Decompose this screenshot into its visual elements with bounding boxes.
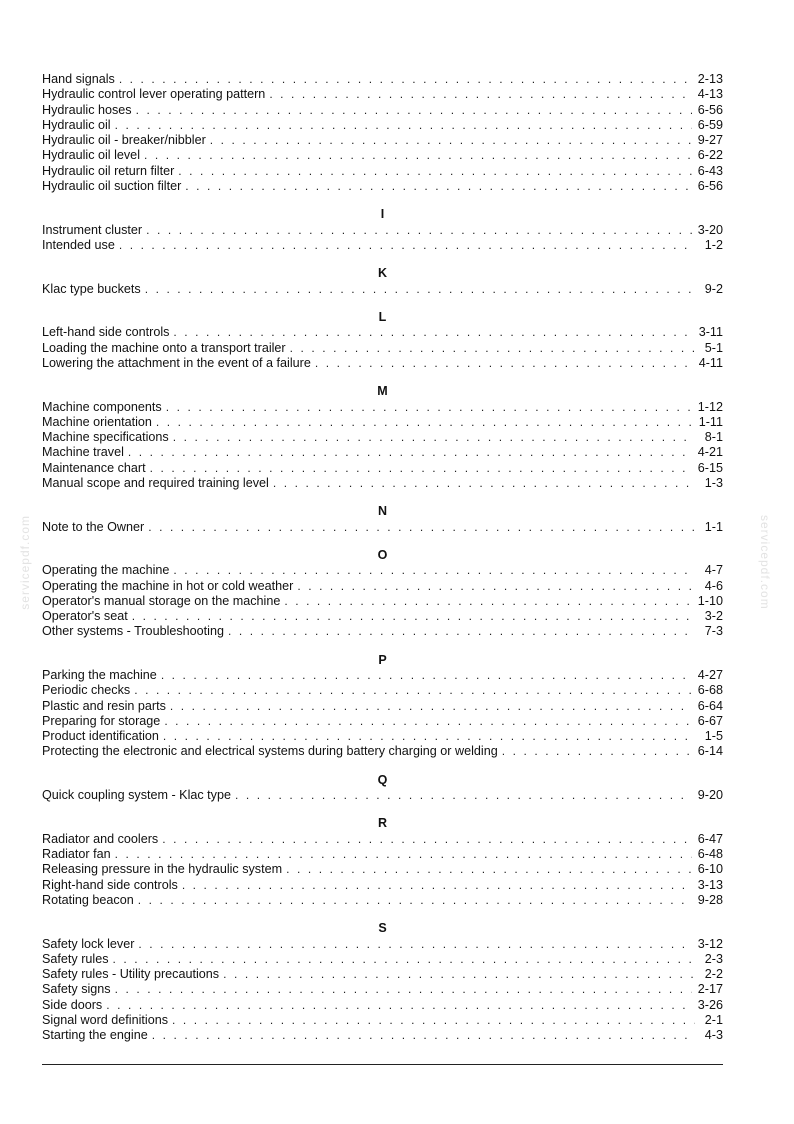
entry-page-number: 1-10 bbox=[697, 593, 723, 608]
entry-page-number: 6-56 bbox=[697, 178, 723, 193]
entry-label: Left-hand side controls bbox=[42, 325, 170, 340]
entry-page-number: 6-48 bbox=[697, 847, 723, 861]
entry-page-number: 7-3 bbox=[704, 624, 723, 639]
index-entry[interactable] bbox=[42, 668, 723, 683]
index-entry[interactable] bbox=[42, 594, 723, 609]
entry-label: Operating the machine bbox=[42, 563, 170, 578]
index-entry[interactable] bbox=[42, 893, 723, 908]
entry-page-number: 8-1 bbox=[704, 430, 723, 444]
index-entry[interactable] bbox=[42, 179, 723, 194]
index-entry[interactable] bbox=[42, 461, 723, 476]
entry-label: Hydraulic oil suction filter bbox=[42, 178, 182, 193]
entry-page-number: 6-47 bbox=[697, 831, 723, 846]
entry-page-number: 2-13 bbox=[697, 72, 723, 86]
entry-page-number: 2-2 bbox=[704, 967, 723, 981]
entry-label: Hydraulic oil level bbox=[42, 148, 140, 163]
entry-label: Safety lock lever bbox=[42, 936, 135, 951]
index-entry[interactable] bbox=[42, 238, 723, 253]
entry-page-number: 3-11 bbox=[698, 325, 723, 340]
index-section bbox=[42, 653, 723, 760]
index-entry[interactable] bbox=[42, 282, 723, 297]
dot-leader bbox=[134, 683, 692, 698]
index-section bbox=[42, 504, 723, 535]
section-letter: L bbox=[378, 309, 387, 324]
dot-leader bbox=[273, 476, 695, 491]
entry-page-number: 1-1 bbox=[704, 519, 723, 534]
entry-page-number: 1-5 bbox=[704, 729, 723, 743]
entry-label: Starting the engine bbox=[42, 1028, 148, 1042]
dot-leader bbox=[161, 668, 692, 683]
dot-leader bbox=[269, 87, 691, 102]
entry-page-number: 6-15 bbox=[697, 460, 723, 475]
dot-leader bbox=[113, 952, 696, 967]
watermark-right: servicepdf.com bbox=[758, 515, 772, 610]
index-entry[interactable] bbox=[42, 415, 723, 430]
dot-leader bbox=[138, 937, 691, 952]
entry-label: Other systems - Troubleshooting bbox=[42, 624, 224, 639]
dot-leader bbox=[170, 699, 692, 714]
index-entry[interactable] bbox=[42, 356, 723, 371]
index-entry[interactable] bbox=[42, 788, 723, 803]
entry-page-number: 2-17 bbox=[697, 982, 723, 997]
entry-label: Operator's seat bbox=[42, 609, 128, 623]
index-entry[interactable] bbox=[42, 133, 723, 148]
index-page bbox=[42, 72, 723, 1043]
entry-page-number: 9-2 bbox=[704, 281, 723, 296]
index-entry[interactable] bbox=[42, 699, 723, 714]
index-entry[interactable] bbox=[42, 164, 723, 179]
footer-rule bbox=[42, 1064, 723, 1065]
index-entry[interactable] bbox=[42, 998, 723, 1013]
entry-page-number: 9-27 bbox=[697, 133, 723, 147]
dot-leader bbox=[164, 714, 691, 729]
dot-leader bbox=[132, 609, 695, 624]
entry-page-number: 4-3 bbox=[704, 1028, 723, 1042]
dot-leader bbox=[115, 982, 692, 997]
index-entry[interactable] bbox=[42, 729, 723, 744]
section-letter: S bbox=[378, 921, 387, 935]
dot-leader bbox=[182, 878, 692, 893]
entry-label: Plastic and resin parts bbox=[42, 698, 166, 713]
index-section bbox=[42, 773, 723, 804]
dot-leader bbox=[162, 832, 692, 847]
index-entry[interactable] bbox=[42, 744, 723, 759]
dot-leader bbox=[173, 325, 692, 340]
section-letter: N bbox=[377, 504, 388, 518]
index-entry[interactable] bbox=[42, 72, 723, 87]
entry-label: Preparing for storage bbox=[42, 713, 161, 728]
entry-label: Right-hand side controls bbox=[42, 877, 178, 892]
section-letter: I bbox=[380, 207, 385, 221]
index-section bbox=[42, 384, 723, 491]
entry-page-number: 6-59 bbox=[697, 117, 723, 132]
section-letter: P bbox=[378, 652, 387, 667]
entry-page-number: 4-6 bbox=[704, 578, 723, 593]
entry-page-number: 6-14 bbox=[697, 744, 723, 759]
index-section bbox=[42, 207, 723, 253]
entry-page-number: 4-21 bbox=[697, 445, 723, 460]
dot-leader bbox=[138, 893, 692, 908]
index-section bbox=[42, 72, 723, 194]
entry-label: Hydraulic oil return filter bbox=[42, 163, 175, 178]
entry-page-number: 3-12 bbox=[697, 936, 723, 951]
entry-label: Hydraulic oil - breaker/nibbler bbox=[42, 133, 206, 147]
dot-leader bbox=[502, 744, 692, 759]
entry-label: Machine specifications bbox=[42, 430, 169, 444]
entry-label: Operator's manual storage on the machine bbox=[42, 593, 281, 608]
index-entry[interactable] bbox=[42, 847, 723, 862]
entry-page-number: 1-12 bbox=[697, 399, 723, 414]
entry-label: Hydraulic hoses bbox=[42, 102, 132, 117]
index-entry[interactable] bbox=[42, 878, 723, 893]
dot-leader bbox=[148, 520, 695, 535]
entry-label: Parking the machine bbox=[42, 668, 157, 682]
dot-leader bbox=[286, 862, 692, 877]
dot-leader bbox=[119, 72, 692, 87]
index-entry[interactable] bbox=[42, 445, 723, 460]
index-entry[interactable] bbox=[42, 683, 723, 698]
section-letter: M bbox=[377, 384, 388, 398]
entry-label: Protecting the electronic and electrical systems during battery charging or welding bbox=[42, 744, 498, 759]
entry-label: Quick coupling system - Klac type bbox=[42, 788, 231, 802]
dot-leader bbox=[185, 179, 691, 194]
dot-leader bbox=[178, 164, 692, 179]
entry-label: Product identification bbox=[42, 729, 159, 743]
entry-label: Hand signals bbox=[42, 72, 115, 86]
entry-label: Klac type buckets bbox=[42, 281, 141, 296]
index-entry[interactable] bbox=[42, 430, 723, 445]
dot-leader bbox=[152, 1028, 695, 1043]
entry-label: Side doors bbox=[42, 997, 103, 1012]
dot-leader bbox=[297, 579, 695, 594]
index-section bbox=[42, 266, 723, 297]
index-entry[interactable] bbox=[42, 103, 723, 118]
index-entry[interactable] bbox=[42, 520, 723, 535]
dot-leader bbox=[145, 282, 695, 297]
entry-page-number: 6-10 bbox=[697, 862, 723, 877]
entry-page-number: 9-20 bbox=[697, 788, 723, 802]
watermark-left: servicepdf.com bbox=[18, 515, 32, 610]
entry-label: Intended use bbox=[42, 237, 115, 252]
entry-page-number: 6-56 bbox=[697, 102, 723, 117]
index-entry[interactable] bbox=[42, 624, 723, 639]
entry-page-number: 3-2 bbox=[704, 609, 723, 623]
index-entry[interactable] bbox=[42, 1028, 723, 1043]
entry-page-number: 6-43 bbox=[697, 163, 723, 178]
dot-leader bbox=[115, 847, 692, 862]
index-entry[interactable] bbox=[42, 563, 723, 578]
dot-leader bbox=[144, 148, 692, 163]
entry-label: Operating the machine in hot or cold weather bbox=[42, 578, 294, 593]
entry-label: Radiator fan bbox=[42, 847, 111, 861]
entry-label: Lowering the attachment in the event of a failure bbox=[42, 355, 311, 370]
index-entry[interactable] bbox=[42, 952, 723, 967]
dot-leader bbox=[173, 430, 695, 445]
entry-label: Releasing pressure in the hydraulic system bbox=[42, 862, 283, 877]
entry-label: Hydraulic control lever operating pattern bbox=[42, 87, 266, 102]
dot-leader bbox=[156, 415, 693, 430]
index-entry[interactable] bbox=[42, 148, 723, 163]
section-letter: O bbox=[377, 547, 388, 562]
entry-label: Rotating beacon bbox=[42, 892, 134, 907]
index-section bbox=[42, 310, 723, 371]
entry-page-number: 1-2 bbox=[704, 237, 723, 252]
entry-page-number: 2-3 bbox=[704, 951, 723, 966]
index-entry[interactable] bbox=[42, 87, 723, 102]
dot-leader bbox=[150, 461, 692, 476]
index-entry[interactable] bbox=[42, 609, 723, 624]
index-entry[interactable] bbox=[42, 862, 723, 877]
entry-page-number: 3-13 bbox=[697, 877, 723, 892]
entry-label: Signal word definitions bbox=[42, 1012, 169, 1027]
entry-page-number: 6-64 bbox=[697, 698, 723, 713]
section-letter: Q bbox=[377, 772, 388, 787]
index-entry[interactable] bbox=[42, 118, 723, 133]
entry-page-number: 3-20 bbox=[697, 222, 723, 237]
index-entry[interactable] bbox=[42, 325, 723, 340]
dot-leader bbox=[128, 445, 692, 460]
dot-leader bbox=[210, 133, 692, 148]
dot-leader bbox=[223, 967, 695, 982]
index-section bbox=[42, 921, 723, 1043]
index-entry[interactable] bbox=[42, 982, 723, 997]
entry-label: Periodic checks bbox=[42, 683, 131, 698]
index-entry[interactable] bbox=[42, 1013, 723, 1028]
entry-label: Radiator and coolers bbox=[42, 831, 159, 846]
entry-label: Manual scope and required training level bbox=[42, 475, 269, 490]
entry-page-number: 4-7 bbox=[704, 563, 723, 578]
dot-leader bbox=[172, 1013, 695, 1028]
index-entry[interactable] bbox=[42, 400, 723, 415]
entry-label: Loading the machine onto a transport trailer bbox=[42, 340, 286, 355]
entry-page-number: 6-22 bbox=[697, 148, 723, 163]
dot-leader bbox=[315, 356, 693, 371]
dot-leader bbox=[106, 998, 692, 1013]
entry-label: Note to the Owner bbox=[42, 519, 145, 534]
index-entry[interactable] bbox=[42, 223, 723, 238]
entry-label: Machine components bbox=[42, 399, 162, 414]
index-entry[interactable] bbox=[42, 579, 723, 594]
dot-leader bbox=[163, 729, 695, 744]
entry-page-number: 6-67 bbox=[697, 713, 723, 728]
dot-leader bbox=[146, 223, 692, 238]
entry-label: Maintenance chart bbox=[42, 460, 146, 475]
index-section bbox=[42, 816, 723, 908]
dot-leader bbox=[136, 103, 692, 118]
dot-leader bbox=[173, 563, 695, 578]
entry-label: Instrument cluster bbox=[42, 222, 143, 237]
section-letter: R bbox=[377, 816, 388, 831]
entry-label: Machine orientation bbox=[42, 414, 152, 429]
entry-label: Safety signs bbox=[42, 982, 111, 997]
entry-page-number: 4-11 bbox=[698, 355, 723, 370]
index-entry[interactable] bbox=[42, 714, 723, 729]
entry-label: Machine travel bbox=[42, 445, 124, 460]
index-entry[interactable] bbox=[42, 832, 723, 847]
dot-leader bbox=[166, 400, 692, 415]
index-entry[interactable] bbox=[42, 341, 723, 356]
entry-page-number: 5-1 bbox=[704, 340, 723, 355]
entry-page-number: 9-28 bbox=[697, 892, 723, 907]
index-section bbox=[42, 548, 723, 640]
dot-leader bbox=[119, 238, 695, 253]
dot-leader bbox=[228, 624, 695, 639]
dot-leader bbox=[115, 118, 692, 133]
entry-page-number: 1-11 bbox=[698, 414, 723, 429]
index-entry[interactable] bbox=[42, 967, 723, 982]
index-entry[interactable] bbox=[42, 937, 723, 952]
entry-page-number: 4-27 bbox=[697, 668, 723, 682]
index-entry[interactable] bbox=[42, 476, 723, 491]
entry-page-number: 2-1 bbox=[704, 1012, 723, 1027]
entry-label: Hydraulic oil bbox=[42, 117, 111, 132]
entry-page-number: 4-13 bbox=[697, 87, 723, 102]
dot-leader bbox=[290, 341, 695, 356]
dot-leader bbox=[235, 788, 692, 803]
entry-page-number: 1-3 bbox=[704, 475, 723, 490]
entry-label: Safety rules - Utility precautions bbox=[42, 967, 220, 981]
dot-leader bbox=[284, 594, 691, 609]
section-letter: K bbox=[377, 266, 388, 280]
entry-page-number: 6-68 bbox=[697, 683, 723, 698]
entry-label: Safety rules bbox=[42, 951, 109, 966]
entry-page-number: 3-26 bbox=[697, 997, 723, 1012]
